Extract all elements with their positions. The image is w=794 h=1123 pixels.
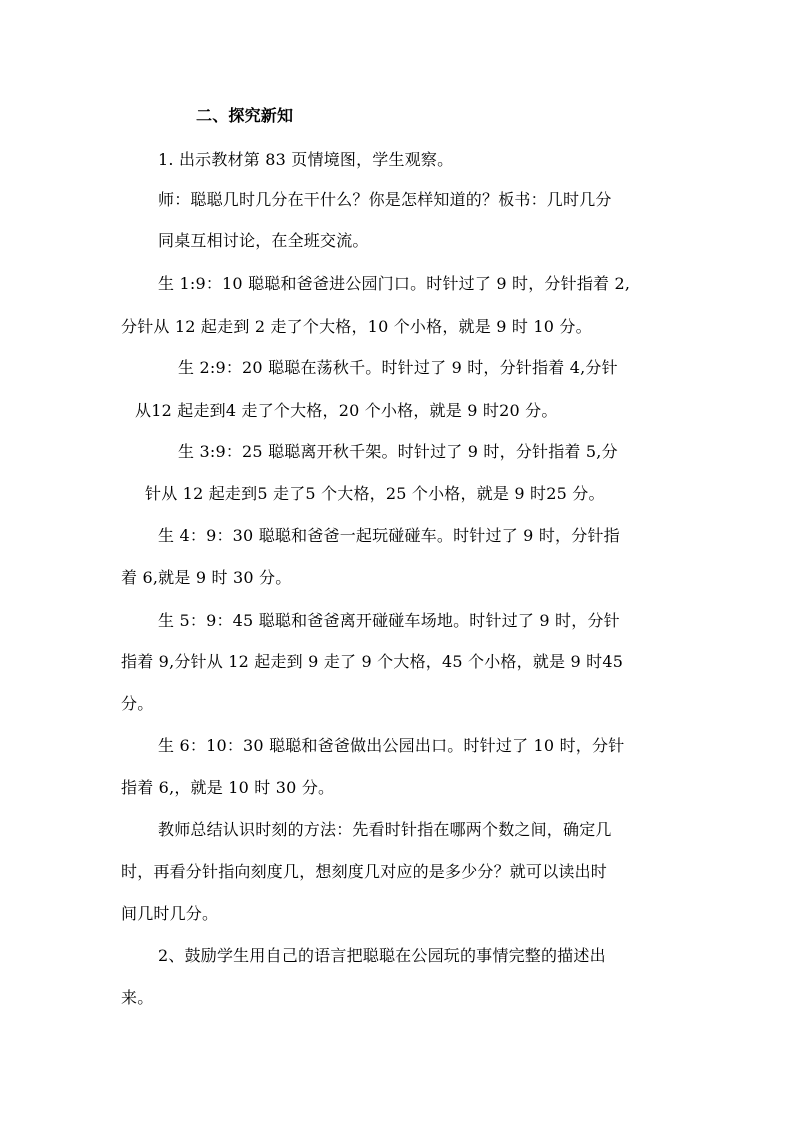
paragraph-line: 分。: [121, 694, 154, 713]
paragraph-line: 生 5：9：45 聪聪和爸爸离开碰碰车场地。时针过了 9 时，分针: [158, 611, 620, 630]
paragraph-line: 针从 12 起走到5 走了5 个大格，25 个小格，就是 9 时25 分。: [145, 484, 605, 503]
paragraph-line: 生 2:9：20 聪聪在荡秋千。时针过了 9 时，分针指着 4,分针: [178, 358, 618, 377]
paragraph-line: 1. 出示教材第 83 页情境图，学生观察。: [158, 150, 454, 169]
paragraph-line: 同桌互相讨论，在全班交流。: [158, 231, 369, 250]
paragraph-line: 生 6：10：30 聪聪和爸爸做出公园出口。时针过了 10 时，分针: [158, 736, 625, 755]
paragraph-line: 来。: [121, 988, 154, 1007]
paragraph-line: 教师总结认识时刻的方法：先看时针指在哪两个数之间，确定几: [158, 820, 612, 839]
paragraph-line: 指着 6,，就是 10 时 30 分。: [121, 778, 335, 797]
paragraph-line: 生 4：9：30 聪聪和爸爸一起玩碰碰车。时针过了 9 时，分针指: [158, 526, 620, 545]
paragraph-line: 间几时几分。: [121, 904, 219, 923]
paragraph-line: 着 6,就是 9 时 30 分。: [121, 568, 292, 587]
paragraph-line: 2、鼓励学生用自己的语言把聪聪在公园玩的事情完整的描述出: [158, 946, 606, 965]
paragraph-line: 师：聪聪几时几分在干什么？你是怎样知道的？板书：几时几分: [158, 190, 612, 209]
paragraph-line: 生 1:9：10 聪聪和爸爸进公园门口。时针过了 9 时，分针指着 2,: [158, 274, 631, 293]
paragraph-line: 时，再看分针指向刻度几，想刻度几对应的是多少分？就可以读出时: [121, 862, 608, 881]
section-heading: 二、探究新知: [196, 106, 294, 125]
paragraph-line: 分针从 12 起走到 2 走了个大格，10 个小格，就是 9 时 10 分。: [121, 317, 592, 336]
paragraph-line: 指着 9,分针从 12 起走到 9 走了 9 个大格，45 个小格，就是 9 时45: [121, 652, 624, 671]
paragraph-line: 生 3:9：25 聪聪离开秋千架。时针过了 9 时，分针指着 5,分: [178, 442, 618, 461]
paragraph-line: 从12 起走到4 走了个大格，20 个小格，就是 9 时20 分。: [135, 401, 558, 420]
